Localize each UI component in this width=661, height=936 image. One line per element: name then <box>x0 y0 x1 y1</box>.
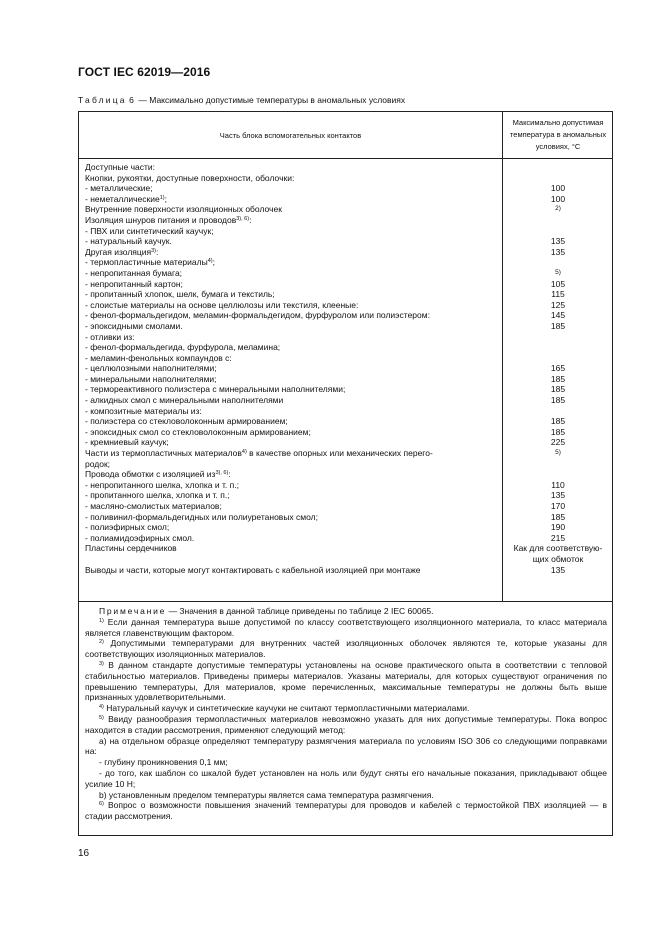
table-row-value <box>503 342 613 353</box>
table-row-label: - ПВХ или синтетический каучук; <box>85 225 214 236</box>
table-row-label: - полиэфирных смол; <box>85 522 170 533</box>
table-row-value <box>503 459 613 470</box>
table-row-value <box>503 332 613 343</box>
table-row-label: Пластины сердечников <box>85 543 177 554</box>
footnote-5: $^{5)}$ Ввиду разнообразия термопластичных материалов невозможно указать для них допустимые температуры. Пока вопрос находится в стадии рассмотрения, применяют следующий метод: <box>85 713 607 735</box>
temperature-table <box>78 111 613 602</box>
table-row-value: 135 <box>550 490 566 501</box>
table-row-label: Кнопки, рукоятки, доступные поверхности, оболочки: <box>85 172 295 183</box>
table-row-value: 105 <box>550 278 566 289</box>
footnote-5b: b) установленным пределом температуры является сама температура размягчения. <box>99 789 434 800</box>
table-row-label: Части из термопластичных материалов$^{4)}$ в качестве опорных или механических перего- <box>85 448 433 459</box>
table-row-value <box>503 257 613 268</box>
footnote-5a: а) на отдельном образце определяют температуру размягчения материала по условиям ISO 306 со следующими поправками на: <box>85 735 607 757</box>
table-caption <box>78 95 405 105</box>
table-row-label: Изоляция шнуров питания и проводов$^{3), 6)}$: <box>85 214 252 225</box>
table-row-label: - металлические; <box>85 183 153 194</box>
table-row-label: - фенол-формальдегида, фурфурола, меламина; <box>85 342 281 353</box>
table-row-label: - термореактивного полиэстера с минеральными наполнителями; <box>85 384 346 395</box>
table-row-value: 110 <box>551 479 565 490</box>
table-row-label <box>85 554 500 565</box>
table-row-value: 170 <box>550 501 566 511</box>
table-row-value: 190 <box>550 522 566 533</box>
table-row-value: 185 <box>550 373 566 384</box>
table-row-value: 100 <box>550 183 566 194</box>
table-row-label: - целлюлозными наполнителями; <box>85 363 217 374</box>
table-row-label: - пропитанный хлопок, шелк, бумага и текстиль; <box>85 289 275 300</box>
temperature-column <box>503 162 613 575</box>
table-row-value: 5) <box>555 449 561 457</box>
table-row-label: - алкидных смол с минеральными наполнителями <box>85 395 284 406</box>
table-row-label: - непропитанного шелка, хлопка и т. п.; <box>85 479 239 490</box>
table-row-label: - кремниевый каучук; <box>85 437 169 448</box>
table-row-label: - слоистые материалы на основе целлюлозы или текстиля, клееные: <box>85 299 359 310</box>
table-row-label: - фенол-формальдегидом, меламин-формальдегидом, фурфуролом или полиэстером: <box>85 310 430 321</box>
table-row-value <box>503 353 613 364</box>
column-header-temperature: Максимально допустимая температура в аномальных условиях, °С <box>509 118 607 151</box>
table-row-label: - пропитанного шелка, хлопка и т. п.; <box>85 490 230 501</box>
table-row-value: 145 <box>550 310 566 321</box>
table-row-label: - отливки из: <box>85 331 135 342</box>
caption-label: Таблица <box>78 95 127 105</box>
table-row-label: Выводы и части, которые могут контактировать с кабельной изоляцией при монтаже <box>85 564 421 575</box>
table-row-value: 115 <box>551 289 565 300</box>
part-column <box>85 162 500 575</box>
table-row-value: 100 <box>550 193 566 204</box>
table-row-value: 125 <box>550 299 566 310</box>
table-row-label: - поливинил-формальдегидных или полиуретановых смол; <box>85 511 318 522</box>
header-divider <box>79 158 612 159</box>
table-row-value: щих обмоток <box>532 553 584 564</box>
table-row-value: 185 <box>550 416 566 427</box>
caption-text: — Максимально допустимые температуры в аномальных условиях <box>136 95 406 105</box>
table-row-label: - непропитанный картон; <box>85 278 183 289</box>
table-row-value <box>503 215 613 226</box>
footnote-6: $^{6)}$ Вопрос о возможности повышения значений температуры для проводов и кабелей с термостойкой ПВХ изоляцией — в стадии рассмотрения. <box>85 800 607 822</box>
table-row-label: - эпоксидных смол со стекловолоконным армированием; <box>85 426 311 437</box>
note-main: Примечание — Значения в данной таблице приведены по таблице 2 IEC 60065. <box>99 606 434 616</box>
table-row-label: - неметаллические$^{1)}$; <box>85 193 167 204</box>
table-row-value: 165 <box>550 363 566 374</box>
table-row-value <box>503 406 613 417</box>
table-row-label: - минеральными наполнителями; <box>85 373 217 384</box>
table-row-value: 135 <box>550 246 566 257</box>
table-row-label: - полиэстера со стекловолоконным армированием; <box>85 416 288 427</box>
table-row-label: - термопластичные материалы$^{4)}$; <box>85 257 215 268</box>
table-row-value <box>503 226 613 237</box>
table-row-label: Доступные части: <box>85 162 155 172</box>
table-row-label: Другая изоляция$^{3)}$: <box>85 246 159 257</box>
table-row-value: 185 <box>550 426 566 437</box>
table-row-value: 185 <box>550 511 566 522</box>
table-row-value: 185 <box>550 395 566 406</box>
table-row-value <box>503 173 613 184</box>
table-row-label: - натуральный каучук. <box>85 236 172 247</box>
footnote-5a-item: - глубину проникновения 0,1 мм; <box>99 757 228 768</box>
table-row-value: 135 <box>550 564 566 575</box>
table-row-value: Как для соответствую- <box>513 543 603 554</box>
footnote-3: $^{3)}$ В данном стандарте допустимые температуры установлены на основе практического опыта в соответствии с тепловой стабильностью материалов. Приведены примеры материалов. Указаны материалы, для которых существуют ограничения по превышению температуры, Для материалов, кроме перечисленных, максимальные температуры не должны быть выше признанных удовлетворительными. <box>85 659 607 703</box>
table-row-value: 215 <box>550 532 566 543</box>
table-row-value: 2) <box>555 205 561 213</box>
caption-number: 6 <box>129 95 137 105</box>
column-header-part: Часть блока вспомогательных контактов <box>219 130 362 140</box>
table-row-label: - непропитанная бумага; <box>85 267 183 278</box>
table-row-label: Провода обмотки с изоляцией $из^{3), 6)}$: <box>85 469 231 480</box>
table-row-value: 185 <box>550 384 566 395</box>
table-row-value: 225 <box>550 437 566 448</box>
footnote-5a-item: - до того, как шаблон со шкалой будет установлен на ноль или будут сняты его начальные показания, прикладывают общее усилие 10 Н; <box>85 767 607 789</box>
table-row-value: 185 <box>550 320 566 331</box>
table-row-label: - полиамидоэфирных смол. <box>85 532 195 543</box>
table-row-label: Внутренние поверхности изоляционных оболочек <box>85 204 282 215</box>
footnote-1: $^{1)}$ Если данная температура выше допустимой по классу соответствующего изоляционного материала, то класс материала является главенствующим фактором. <box>85 616 607 638</box>
table-row-label: - композитные материалы из: <box>85 405 202 416</box>
table-row-value <box>503 469 613 480</box>
footnote-2: $^{2)}$ Допустимыми температурами для внутренних частей изоляционных оболочек являются те, которые указаны для соответствующих изоляционных материалов. <box>85 638 607 660</box>
table-row-label: - масляно-смолистых материалов; <box>85 501 222 511</box>
table-row-value: 5) <box>555 268 561 276</box>
table-row-label: - меламин-фенольных компаундов с: <box>85 352 232 363</box>
footnote-4: $^{4)}$ Натуральный каучук и синтетические каучуки не считают термопластичными материалами. <box>99 703 470 714</box>
table-row-value: 135 <box>550 236 566 247</box>
table-row-value <box>503 162 613 173</box>
table-notes <box>78 602 613 836</box>
page-number: 16 <box>78 848 90 859</box>
document-header: ГОСТ IEC 62019—2016 <box>78 65 211 79</box>
table-row-label: родок; <box>85 458 111 469</box>
table-row-label: - эпоксидными смолами. <box>85 320 183 331</box>
